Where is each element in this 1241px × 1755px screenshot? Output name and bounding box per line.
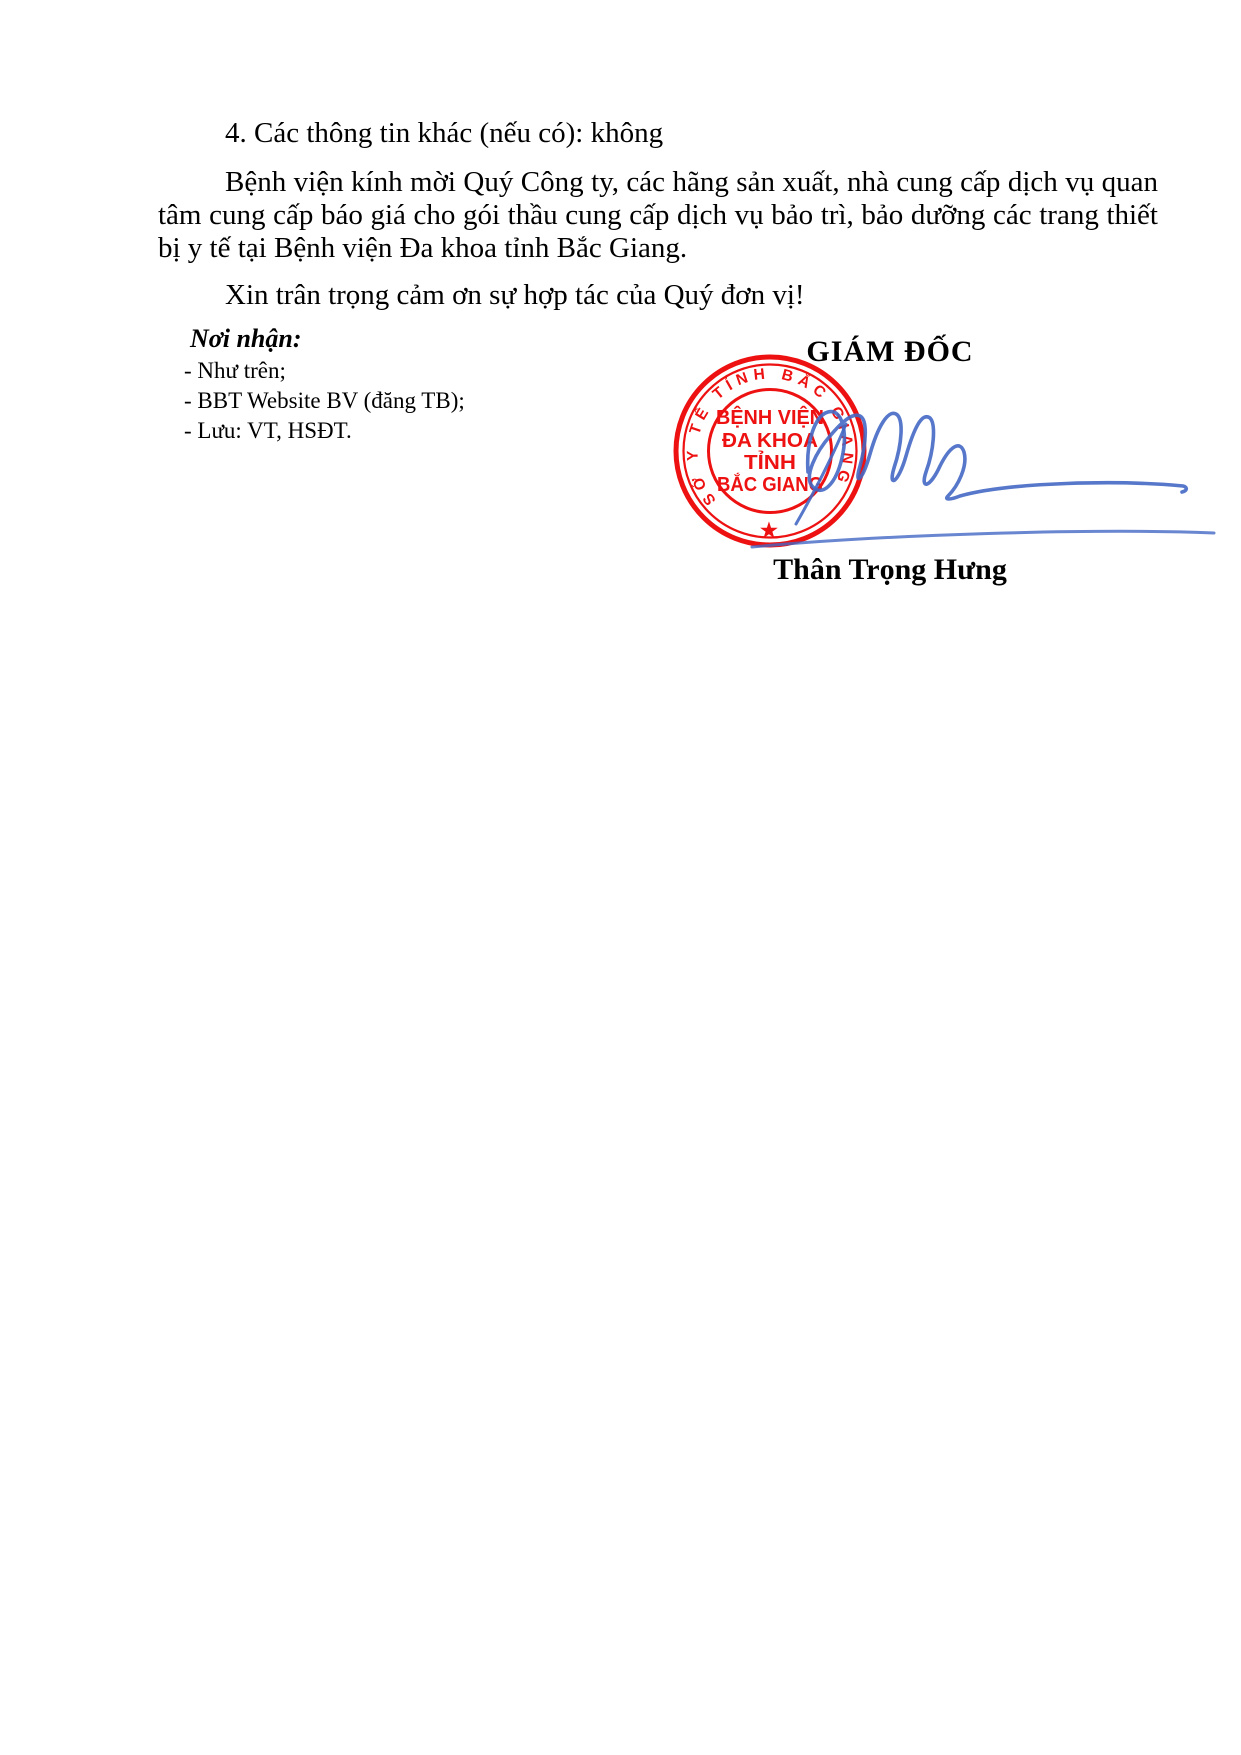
stamp-line-da-khoa: ĐA KHOA [722, 430, 818, 452]
stamp-star-icon: ★ [760, 520, 778, 542]
signature-flourish [752, 531, 1214, 547]
signer-title: GIÁM ĐỐC [806, 335, 974, 368]
recipient-item: - Như trên; [184, 358, 286, 383]
recipients-list [184, 356, 465, 446]
invitation-paragraph: Bệnh viện kính mời Quý Công ty, các hãng sản xuất, nhà cung cấp dịch vụ quan tâm cung cấp báo giá cho gói thầu cung cấp dịch vụ bảo trì, bảo dưỡng các trang thiết bị y tế tại Bệnh viện Đa khoa tỉnh Bắc Giang. [158, 166, 1158, 264]
section4-line: 4. Các thông tin khác (nếu có): không [225, 117, 664, 149]
stamp-line-tinh: TỈNH [744, 452, 791, 474]
stamp-ring-text: SỞ Y TẾ TỈNH BẮC GIANG [684, 365, 856, 509]
stamp-line-benh-vien: BỆNH VIỆN [716, 407, 825, 429]
signature-ink [640, 360, 1240, 575]
signature-scribble [808, 412, 1187, 499]
recipients-heading: Nơi nhận: [190, 324, 302, 353]
recipient-item: - BBT Website BV (đăng TB); [184, 388, 465, 413]
stamp-line-bac-giang: BẮC GIANG [717, 474, 832, 496]
signer-name: Thân Trọng Hưng [773, 553, 1007, 586]
thanks-line: Xin trân trọng cảm ơn sự hợp tác của Quý đơn vị! [225, 279, 805, 311]
recipient-item: - Lưu: VT, HSĐT. [184, 418, 352, 443]
